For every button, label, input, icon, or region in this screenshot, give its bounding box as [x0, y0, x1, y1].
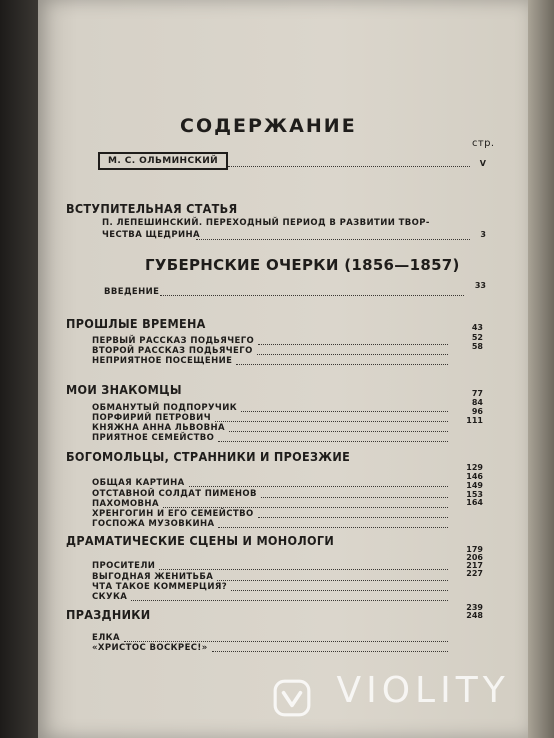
page-number: 33 — [474, 281, 486, 290]
toc-item: ОБЩАЯ КАРТИНА — [92, 478, 185, 488]
dot-leader — [189, 486, 448, 487]
dot-leader — [218, 441, 448, 442]
toc-item: ПРОСИТЕЛИ — [92, 561, 156, 571]
page-number: 43 — [471, 323, 483, 332]
section-heading: БОГОМОЛЬЦЫ, СТРАННИКИ И ПРОЕЗЖИЕ — [66, 449, 351, 464]
toc-item: ОБМАНУТЫЙ ПОДПОРУЧИК — [92, 403, 238, 413]
page-number: 239 — [466, 603, 483, 612]
section-heading: ВСТУПИТЕЛЬНАЯ СТАТЬЯ — [66, 201, 238, 216]
page-number: 77 — [471, 389, 483, 398]
dot-leader — [241, 411, 448, 412]
dot-leader — [257, 354, 448, 355]
dot-leader — [124, 641, 448, 642]
toc-item: ПРИЯТНОЕ СЕМЕЙСТВО — [92, 433, 215, 443]
toc-item: «ХРИСТОС ВОСКРЕС!» — [92, 643, 208, 653]
book-spine-shadow — [0, 0, 38, 738]
toc-item: ВТОРОЙ РАССКАЗ ПОДЬЯЧЕГО — [92, 346, 253, 356]
intro-line-2: ЧЕСТВА ЩЕДРИНА — [102, 230, 201, 240]
section-heading: МОИ ЗНАКОМЦЫ — [66, 382, 182, 397]
page-number: 227 — [466, 569, 483, 578]
dot-leader — [160, 295, 464, 296]
watermark — [272, 670, 510, 712]
part-title: ГУБЕРНСКИЕ ОЧЕРКИ (1856—1857) — [145, 256, 460, 274]
page-number: 179 — [466, 545, 483, 554]
intro-line-1: П. ЛЕПЕШИНСКИЙ. ПЕРЕХОДНЫЙ ПЕРИОД В РАЗВИТИИ ТВОР- — [102, 218, 430, 228]
page-number: V — [479, 159, 486, 168]
dot-leader — [212, 651, 448, 652]
page-number: 217 — [466, 561, 483, 570]
watermark-text: VIOLITY — [336, 670, 510, 711]
dot-leader — [159, 569, 448, 570]
page-number: 58 — [471, 342, 483, 351]
toc-item: НЕПРИЯТНОЕ ПОСЕЩЕНИЕ — [92, 356, 233, 366]
page-number: 96 — [471, 407, 483, 416]
page-number: 206 — [466, 553, 483, 562]
toc-item: ПОРФИРИЙ ПЕТРОВИЧ — [92, 413, 211, 423]
toc-item: ПЕРВЫЙ РАССКАЗ ПОДЬЯЧЕГО — [92, 336, 255, 346]
section-heading: ПРАЗДНИКИ — [66, 607, 151, 622]
toc-item: ОТСТАВНОЙ СОЛДАТ ПИМЕНОВ — [92, 489, 257, 499]
page-number: 153 — [466, 490, 483, 499]
dot-leader — [131, 600, 448, 601]
page-number: 149 — [466, 481, 483, 490]
dot-leader — [236, 364, 448, 365]
page-number: 111 — [466, 416, 483, 425]
toc-item: ХРЕНГОГИН И ЕГО СЕМЕЙСТВО — [92, 509, 254, 519]
page-number: 3 — [480, 230, 486, 239]
toc-item: СКУКА — [92, 592, 128, 602]
page-number: 248 — [466, 611, 483, 620]
dot-leader — [163, 507, 448, 508]
toc-item: ВВЕДЕНИЕ — [104, 287, 160, 297]
section-heading: ПРОШЛЫЕ ВРЕМЕНА — [66, 316, 206, 331]
violity-logo-icon — [272, 678, 312, 718]
toc-item: ЕЛКА — [92, 633, 120, 643]
toc-item: ВЫГОДНАЯ ЖЕНИТЬБА — [92, 572, 214, 582]
dot-leader — [228, 166, 470, 167]
page-number: 129 — [466, 463, 483, 472]
dot-leader — [218, 527, 448, 528]
dot-leader — [258, 344, 448, 345]
page-number: 84 — [471, 398, 483, 407]
dot-leader — [258, 517, 448, 518]
toc-item: ПАХОМОВНА — [92, 499, 159, 509]
dot-leader — [231, 590, 448, 591]
dot-leader — [196, 239, 470, 240]
page-number: 164 — [466, 498, 483, 507]
page-edge — [528, 0, 554, 738]
page-number: 52 — [471, 333, 483, 342]
page-number: 146 — [466, 472, 483, 481]
dot-leader — [261, 497, 448, 498]
book-page — [38, 0, 528, 738]
toc-item: ЧТА ТАКОЕ КОММЕРЦИЯ? — [92, 582, 228, 592]
page-title: СОДЕРЖАНИЕ — [180, 115, 357, 137]
boxed-author: М. С. ОЛЬМИНСКИЙ — [98, 152, 228, 170]
dot-leader — [215, 421, 448, 422]
dot-leader — [217, 580, 448, 581]
toc-item: ГОСПОЖА МУЗОВКИНА — [92, 519, 215, 529]
toc-item: КНЯЖНА АННА ЛЬВОВНА — [92, 423, 226, 433]
section-heading: ДРАМАТИЧЕСКИЕ СЦЕНЫ И МОНОЛОГИ — [66, 533, 335, 548]
dot-leader — [229, 431, 448, 432]
page-column-label: стр. — [472, 138, 495, 149]
